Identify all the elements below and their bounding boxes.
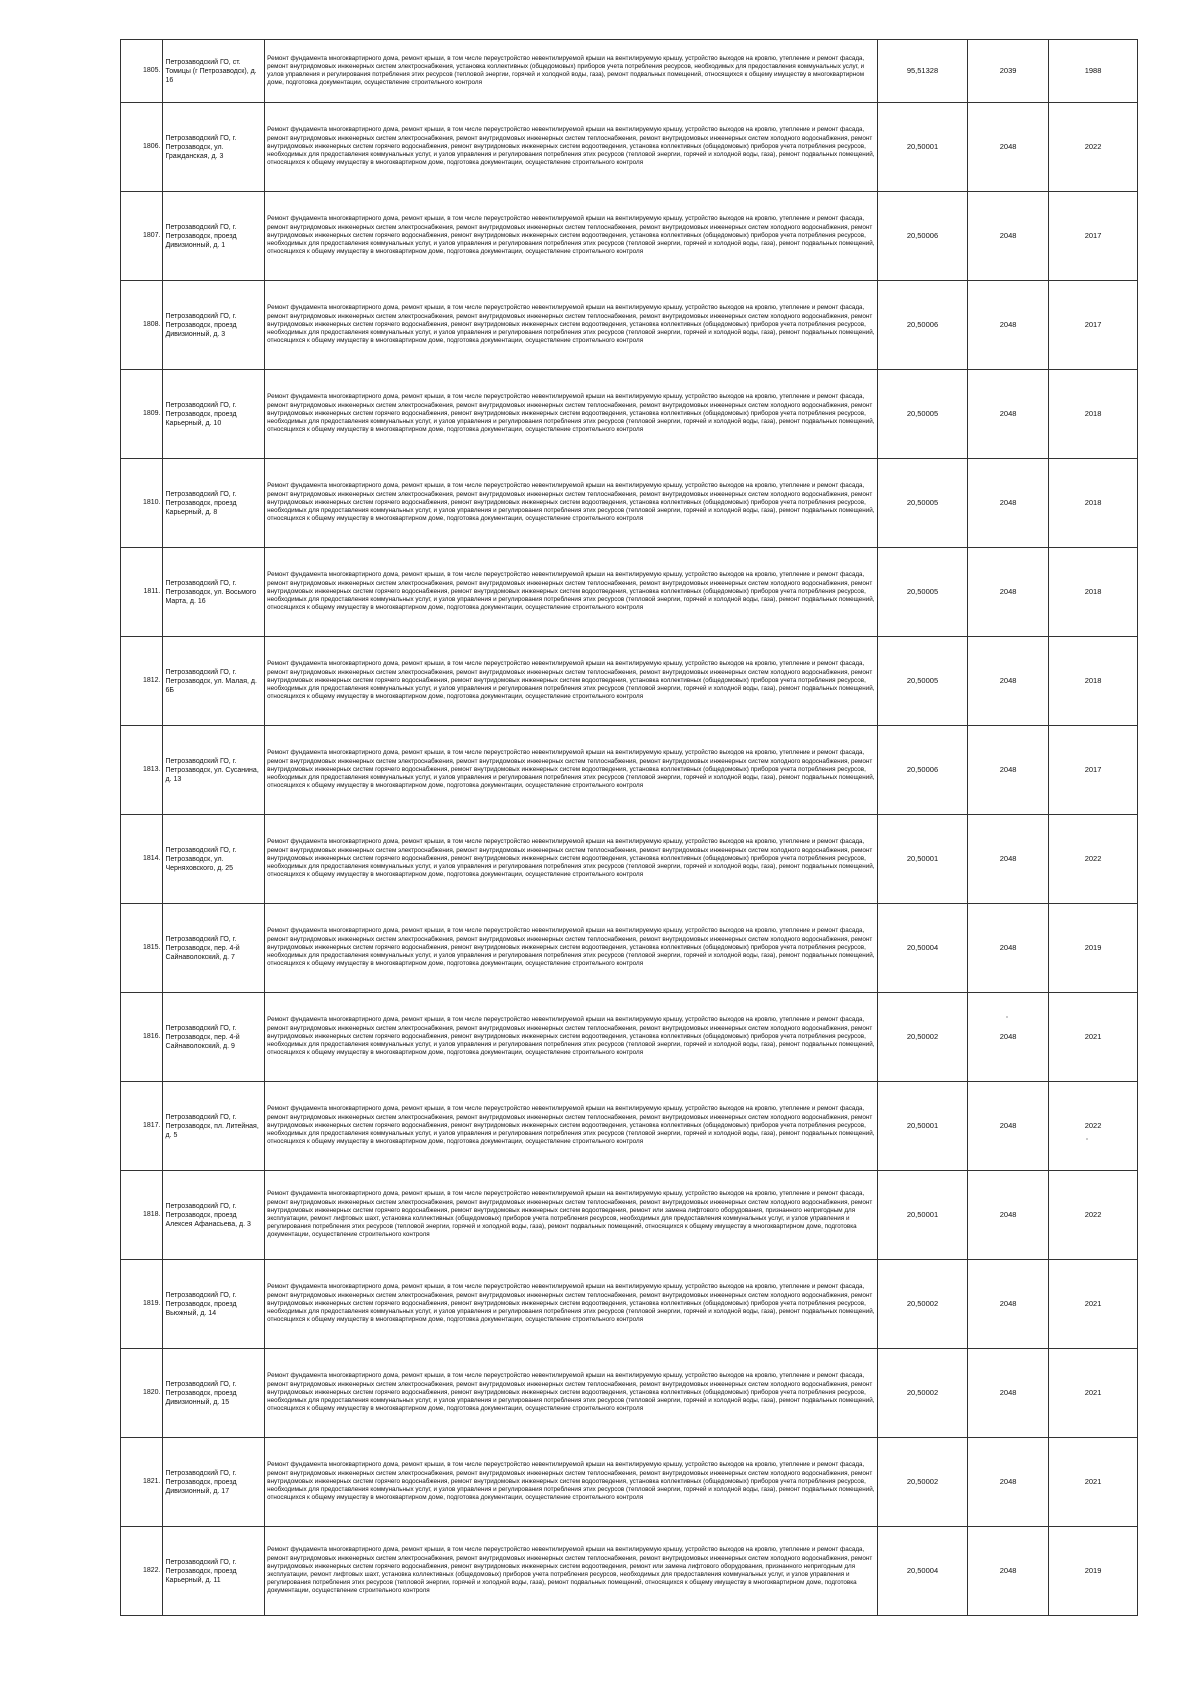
row-works-description: Ремонт фундамента многоквартирного дома, ремонт крыши, в том числе переустройство невентилируемой крыши на вентилируемую крышу, устройство выходов на кровлю, утепление и ремонт фасада, ремонт внутридомовых инженерных систем электроснабжения, ремонт внутридомовых инженерных систем теплоснабжения, ремонт внутридомовых инженерных систем холодного водоснабжения, ремонт внутридомовых инженерных систем горячего водоснабжения, ремонт внутридомовых инженерных систем водоотведения, установка коллективных (общедомовых) приборов учета потребления ресурсов, необходимых для предоставления коммунальных услуг, и узлов управления и регулирования потребления этих ресурсов (тепловой энергии, горячей и холодной воды, газа), ремонт подвальных помещений, относящихся к общему имуществу в многоквартирном доме, подготовка документации, осуществление строительного контроля	[265, 815, 878, 904]
table-row	[121, 637, 1138, 726]
row-works-description: Ремонт фундамента многоквартирного дома, ремонт крыши, в том числе переустройство невентилируемой крыши на вентилируемую крышу, устройство выходов на кровлю, утепление и ремонт фасада, ремонт внутридомовых инженерных систем электроснабжения, ремонт внутридомовых инженерных систем теплоснабжения, ремонт внутридомовых инженерных систем холодного водоснабжения, ремонт внутридомовых инженерных систем горячего водоснабжения, ремонт внутридомовых инженерных систем водоотведения, установка коллективных (общедомовых) приборов учета потребления ресурсов, необходимых для предоставления коммунальных услуг, и узлов управления и регулирования потребления этих ресурсов (тепловой энергии, горячей и холодной воды, газа), ремонт подвальных помещений, относящихся к общему имуществу в многоквартирном доме, подготовка документации, осуществление строительного контроля	[265, 993, 878, 1082]
row-works-description: Ремонт фундамента многоквартирного дома, ремонт крыши, в том числе переустройство невентилируемой крыши на вентилируемую крышу, устройство выходов на кровлю, утепление и ремонт фасада, ремонт внутридомовых инженерных систем электроснабжения, ремонт внутридомовых инженерных систем теплоснабжения, ремонт внутридомовых инженерных систем холодного водоснабжения, ремонт внутридомовых инженерных систем горячего водоснабжения, ремонт внутридомовых инженерных систем водоотведения, установка коллективных (общедомовых) приборов учета потребления ресурсов, необходимых для предоставления коммунальных услуг, и узлов управления и регулирования потребления этих ресурсов (тепловой энергии, горячей и холодной воды, газа), ремонт подвальных помещений, относящихся к общему имуществу в многоквартирном доме, подготовка документации, осуществление строительного контроля	[265, 370, 878, 459]
row-cost: 20,50006	[877, 726, 967, 815]
row-year-b: 2017	[1049, 192, 1138, 281]
table-row	[121, 1349, 1138, 1438]
row-address: Петрозаводский ГО, г. Петрозаводск, ул. Малая, д. 6Б	[163, 637, 265, 726]
row-year-b: 2018	[1049, 548, 1138, 637]
row-number: 1817.	[121, 1082, 163, 1171]
row-address: Петрозаводский ГО, г. Петрозаводск, проезд Карьерный, д. 10	[163, 370, 265, 459]
row-year-a: 2048	[968, 1082, 1049, 1171]
row-year-b: 2022	[1049, 1171, 1138, 1260]
row-cost: 20,50005	[877, 370, 967, 459]
row-number: 1822.	[121, 1527, 163, 1616]
row-year-b: 2018	[1049, 370, 1138, 459]
row-address: Петрозаводский ГО, г. Петрозаводск, пер. 4-й Сайнаволокский, д. 9	[163, 993, 265, 1082]
row-year-b: 2021	[1049, 1260, 1138, 1349]
row-address: Петрозаводский ГО, г. Петрозаводск, проезд Дивизионный, д. 17	[163, 1438, 265, 1527]
row-address: Петрозаводский ГО, г. Петрозаводск, ул. Сусанина, д. 13	[163, 726, 265, 815]
row-works-description: Ремонт фундамента многоквартирного дома, ремонт крыши, в том числе переустройство невентилируемой крыши на вентилируемую крышу, устройство выходов на кровлю, утепление и ремонт фасада, ремонт внутридомовых инженерных систем электроснабжения, ремонт внутридомовых инженерных систем теплоснабжения, ремонт внутридомовых инженерных систем холодного водоснабжения, ремонт внутридомовых инженерных систем горячего водоснабжения, ремонт внутридомовых инженерных систем водоотведения, установка коллективных (общедомовых) приборов учета потребления ресурсов, необходимых для предоставления коммунальных услуг, и узлов управления и регулирования потребления этих ресурсов (тепловой энергии, горячей и холодной воды, газа), ремонт подвальных помещений, относящихся к общему имуществу в многоквартирном доме, подготовка документации, осуществление строительного контроля	[265, 548, 878, 637]
table-row	[121, 192, 1138, 281]
row-year-a: 2048	[968, 281, 1049, 370]
row-year-b: 2021	[1049, 1438, 1138, 1527]
row-year-a: 2048	[968, 370, 1049, 459]
table-row	[121, 1527, 1138, 1616]
row-year-b: 2019	[1049, 904, 1138, 993]
row-cost: 20,50005	[877, 548, 967, 637]
table-row	[121, 726, 1138, 815]
row-year-a: 2048	[968, 1527, 1049, 1616]
repair-program-table	[120, 39, 1138, 1616]
row-cost: 20,50002	[877, 1438, 967, 1527]
table-row	[121, 1171, 1138, 1260]
row-address: Петрозаводский ГО, г. Петрозаводск, проезд Карьерный, д. 11	[163, 1527, 265, 1616]
row-year-a: 2048	[968, 548, 1049, 637]
row-cost: 20,50002	[877, 1349, 967, 1438]
row-number: 1807.	[121, 192, 163, 281]
row-works-description: Ремонт фундамента многоквартирного дома, ремонт крыши, в том числе переустройство невентилируемой крыши на вентилируемую крышу, устройство выходов на кровлю, утепление и ремонт фасада, ремонт внутридомовых инженерных систем электроснабжения, ремонт внутридомовых инженерных систем теплоснабжения, ремонт внутридомовых инженерных систем холодного водоснабжения, ремонт внутридомовых инженерных систем горячего водоснабжения, ремонт внутридомовых инженерных систем водоотведения, ремонт или замена лифтового оборудования, признанного непригодным для эксплуатации, ремонт лифтовых шахт, установка коллективных (общедомовых) приборов учета потребления ресурсов, необходимых для предоставления коммунальных услуг, и узлов управления и регулирования потребления этих ресурсов (тепловой энергии, горячей и холодной воды, газа), ремонт подвальных помещений, относящихся к общему имуществу в многоквартирном доме, подготовка документации, осуществление строительного контроля	[265, 1171, 878, 1260]
row-works-description: Ремонт фундамента многоквартирного дома, ремонт крыши, в том числе переустройство невентилируемой крыши на вентилируемую крышу, устройство выходов на кровлю, утепление и ремонт фасада, ремонт внутридомовых инженерных систем электроснабжения, ремонт внутридомовых инженерных систем теплоснабжения, ремонт внутридомовых инженерных систем холодного водоснабжения, ремонт внутридомовых инженерных систем горячего водоснабжения, ремонт внутридомовых инженерных систем водоотведения, установка коллективных (общедомовых) приборов учета потребления ресурсов, необходимых для предоставления коммунальных услуг, и узлов управления и регулирования потребления этих ресурсов (тепловой энергии, горячей и холодной воды, газа), ремонт подвальных помещений, относящихся к общему имуществу в многоквартирном доме, подготовка документации, осуществление строительного контроля	[265, 1438, 878, 1527]
row-year-a: 2048	[968, 1260, 1049, 1349]
row-year-b: 2017	[1049, 281, 1138, 370]
row-year-b: 2022	[1049, 815, 1138, 904]
row-address: Петрозаводский ГО, г. Петрозаводск, проезд Вьюжный, д. 14	[163, 1260, 265, 1349]
row-works-description: Ремонт фундамента многоквартирного дома, ремонт крыши, в том числе переустройство невентилируемой крыши на вентилируемую крышу, устройство выходов на кровлю, утепление и ремонт фасада, ремонт внутридомовых инженерных систем электроснабжения, ремонт внутридомовых инженерных систем теплоснабжения, ремонт внутридомовых инженерных систем холодного водоснабжения, ремонт внутридомовых инженерных систем горячего водоснабжения, ремонт внутридомовых инженерных систем водоотведения, установка коллективных (общедомовых) приборов учета потребления ресурсов, необходимых для предоставления коммунальных услуг, и узлов управления и регулирования потребления этих ресурсов (тепловой энергии, горячей и холодной воды, газа), ремонт подвальных помещений, относящихся к общему имуществу в многоквартирном доме, подготовка документации, осуществление строительного контроля	[265, 1349, 878, 1438]
scan-speck	[1006, 1016, 1008, 1018]
row-number: 1806.	[121, 103, 163, 192]
row-address: Петрозаводский ГО, г. Петрозаводск, ул. Черняховского, д. 25	[163, 815, 265, 904]
row-cost: 20,50004	[877, 1527, 967, 1616]
row-cost: 20,50001	[877, 815, 967, 904]
row-works-description: Ремонт фундамента многоквартирного дома, ремонт крыши, в том числе переустройство невентилируемой крыши на вентилируемую крышу, устройство выходов на кровлю, утепление и ремонт фасада, ремонт внутридомовых инженерных систем электроснабжения, ремонт внутридомовых инженерных систем теплоснабжения, ремонт внутридомовых инженерных систем холодного водоснабжения, ремонт внутридомовых инженерных систем горячего водоснабжения, ремонт внутридомовых инженерных систем водоотведения, установка коллективных (общедомовых) приборов учета потребления ресурсов, необходимых для предоставления коммунальных услуг, и узлов управления и регулирования потребления этих ресурсов (тепловой энергии, горячей и холодной воды, газа), ремонт подвальных помещений, относящихся к общему имуществу в многоквартирном доме, подготовка документации, осуществление строительного контроля	[265, 1260, 878, 1349]
row-address: Петрозаводский ГО, г. Петрозаводск, проезд Дивизионный, д. 1	[163, 192, 265, 281]
row-cost: 20,50006	[877, 281, 967, 370]
row-year-a: 2048	[968, 192, 1049, 281]
row-address: Петрозаводский ГО, г. Петрозаводск, проезд Алексея Афанасьева, д. 3	[163, 1171, 265, 1260]
row-address: Петрозаводский ГО, г. Петрозаводск, ул. Гражданская, д. 3	[163, 103, 265, 192]
table-row	[121, 459, 1138, 548]
row-works-description: Ремонт фундамента многоквартирного дома, ремонт крыши, в том числе переустройство невентилируемой крыши на вентилируемую крышу, устройство выходов на кровлю, утепление и ремонт фасада, ремонт внутридомовых инженерных систем электроснабжения, ремонт внутридомовых инженерных систем теплоснабжения, ремонт внутридомовых инженерных систем холодного водоснабжения, ремонт внутридомовых инженерных систем горячего водоснабжения, ремонт внутридомовых инженерных систем водоотведения, установка коллективных (общедомовых) приборов учета потребления ресурсов, необходимых для предоставления коммунальных услуг, и узлов управления и регулирования потребления этих ресурсов (тепловой энергии, горячей и холодной воды, газа), ремонт подвальных помещений, относящихся к общему имуществу в многоквартирном доме, подготовка документации, осуществление строительного контроля	[265, 904, 878, 993]
row-year-a: 2048	[968, 1171, 1049, 1260]
row-address: Петрозаводский ГО, г. Петрозаводск, проезд Карьерный, д. 8	[163, 459, 265, 548]
row-year-b: 2017	[1049, 726, 1138, 815]
row-year-a: 2048	[968, 1438, 1049, 1527]
table-row	[121, 370, 1138, 459]
row-year-a: 2048	[968, 637, 1049, 726]
row-cost: 20,50006	[877, 192, 967, 281]
row-year-a: 2048	[968, 1349, 1049, 1438]
row-works-description: Ремонт фундамента многоквартирного дома, ремонт крыши, в том числе переустройство невентилируемой крыши на вентилируемую крышу, устройство выходов на кровлю, утепление и ремонт фасада, ремонт внутридомовых инженерных систем электроснабжения, ремонт внутридомовых инженерных систем теплоснабжения, ремонт внутридомовых инженерных систем холодного водоснабжения, ремонт внутридомовых инженерных систем горячего водоснабжения, ремонт внутридомовых инженерных систем водоотведения, установка коллективных (общедомовых) приборов учета потребления ресурсов, необходимых для предоставления коммунальных услуг, и узлов управления и регулирования потребления этих ресурсов (тепловой энергии, горячей и холодной воды, газа), ремонт подвальных помещений, относящихся к общему имуществу в многоквартирном доме, подготовка документации, осуществление строительного контроля	[265, 459, 878, 548]
table-row	[121, 103, 1138, 192]
row-year-a: 2048	[968, 459, 1049, 548]
row-year-a: 2048	[968, 726, 1049, 815]
table-row	[121, 1260, 1138, 1349]
row-cost: 20,50004	[877, 904, 967, 993]
table-row	[121, 281, 1138, 370]
table-row	[121, 993, 1138, 1082]
row-works-description: Ремонт фундамента многоквартирного дома, ремонт крыши, в том числе переустройство невентилируемой крыши на вентилируемую крышу, устройство выходов на кровлю, утепление и ремонт фасада, ремонт внутридомовых инженерных систем электроснабжения, ремонт внутридомовых инженерных систем теплоснабжения, ремонт внутридомовых инженерных систем холодного водоснабжения, ремонт внутридомовых инженерных систем горячего водоснабжения, ремонт внутридомовых инженерных систем водоотведения, установка коллективных (общедомовых) приборов учета потребления ресурсов, необходимых для предоставления коммунальных услуг, и узлов управления и регулирования потребления этих ресурсов (тепловой энергии, горячей и холодной воды, газа), ремонт подвальных помещений, относящихся к общему имуществу в многоквартирном доме, подготовка документации, осуществление строительного контроля	[265, 1082, 878, 1171]
row-cost: 20,50001	[877, 1171, 967, 1260]
row-number: 1809.	[121, 370, 163, 459]
row-cost: 20,50002	[877, 993, 967, 1082]
table-row	[121, 548, 1138, 637]
row-number: 1805.	[121, 40, 163, 103]
row-works-description: Ремонт фундамента многоквартирного дома, ремонт крыши, в том числе переустройство невентилируемой крыши на вентилируемую крышу, устройство выходов на кровлю, утепление и ремонт фасада, ремонт внутридомовых инженерных систем электроснабжения, ремонт внутридомовых инженерных систем теплоснабжения, ремонт внутридомовых инженерных систем холодного водоснабжения, ремонт внутридомовых инженерных систем горячего водоснабжения, ремонт внутридомовых инженерных систем водоотведения, установка коллективных (общедомовых) приборов учета потребления ресурсов, необходимых для предоставления коммунальных услуг, и узлов управления и регулирования потребления этих ресурсов (тепловой энергии, горячей и холодной воды, газа), ремонт подвальных помещений, относящихся к общему имуществу в многоквартирном доме, подготовка документации, осуществление строительного контроля	[265, 103, 878, 192]
row-number: 1811.	[121, 548, 163, 637]
row-year-b: 2022	[1049, 1082, 1138, 1171]
row-cost: 20,50001	[877, 1082, 967, 1171]
table-row	[121, 40, 1138, 103]
row-number: 1818.	[121, 1171, 163, 1260]
row-year-a: 2048	[968, 815, 1049, 904]
row-number: 1808.	[121, 281, 163, 370]
row-works-description: Ремонт фундамента многоквартирного дома, ремонт крыши, в том числе переустройство невентилируемой крыши на вентилируемую крышу, устройство выходов на кровлю, утепление и ремонт фасада, ремонт внутридомовых инженерных систем электроснабжения, ремонт внутридомовых инженерных систем теплоснабжения, ремонт внутридомовых инженерных систем холодного водоснабжения, ремонт внутридомовых инженерных систем горячего водоснабжения, ремонт внутридомовых инженерных систем водоотведения, установка коллективных (общедомовых) приборов учета потребления ресурсов, необходимых для предоставления коммунальных услуг, и узлов управления и регулирования потребления этих ресурсов (тепловой энергии, горячей и холодной воды, газа), ремонт подвальных помещений, относящихся к общему имуществу в многоквартирном доме, подготовка документации, осуществление строительного контроля	[265, 637, 878, 726]
row-cost: 20,50001	[877, 103, 967, 192]
row-address: Петрозаводский ГО, г. Петрозаводск, пер. 4-й Сайнаволокский, д. 7	[163, 904, 265, 993]
row-address: Петрозаводский ГО, г. Петрозаводск, пл. Литейная, д. 5	[163, 1082, 265, 1171]
row-works-description: Ремонт фундамента многоквартирного дома, ремонт крыши, в том числе переустройство невентилируемой крыши на вентилируемую крышу, устройство выходов на кровлю, утепление и ремонт фасада, ремонт внутридомовых инженерных систем электроснабжения, ремонт внутридомовых инженерных систем теплоснабжения, ремонт внутридомовых инженерных систем холодного водоснабжения, ремонт внутридомовых инженерных систем горячего водоснабжения, ремонт внутридомовых инженерных систем водоотведения, установка коллективных (общедомовых) приборов учета потребления ресурсов, необходимых для предоставления коммунальных услуг, и узлов управления и регулирования потребления этих ресурсов (тепловой энергии, горячей и холодной воды, газа), ремонт подвальных помещений, относящихся к общему имуществу в многоквартирном доме, подготовка документации, осуществление строительного контроля	[265, 281, 878, 370]
row-year-a: 2048	[968, 993, 1049, 1082]
row-cost: 20,50002	[877, 1260, 967, 1349]
row-address: Петрозаводский ГО, ст. Томицы (г Петрозаводск), д. 16	[163, 40, 265, 103]
row-cost: 20,50005	[877, 637, 967, 726]
row-year-a: 2048	[968, 904, 1049, 993]
table-body	[121, 40, 1138, 1616]
row-address: Петрозаводский ГО, г. Петрозаводск, проезд Дивизионный, д. 3	[163, 281, 265, 370]
table-row	[121, 1438, 1138, 1527]
row-year-b: 2022	[1049, 103, 1138, 192]
row-number: 1816.	[121, 993, 163, 1082]
row-year-b: 1988	[1049, 40, 1138, 103]
row-number: 1820.	[121, 1349, 163, 1438]
row-number: 1815.	[121, 904, 163, 993]
row-year-b: 2019	[1049, 1527, 1138, 1616]
row-works-description: Ремонт фундамента многоквартирного дома, ремонт крыши, в том числе переустройство невентилируемой крыши на вентилируемую крышу, устройство выходов на кровлю, утепление и ремонт фасада, ремонт внутридомовых инженерных систем электроснабжения, ремонт внутридомовых инженерных систем теплоснабжения, ремонт внутридомовых инженерных систем холодного водоснабжения, ремонт внутридомовых инженерных систем горячего водоснабжения, ремонт внутридомовых инженерных систем водоотведения, установка коллективных (общедомовых) приборов учета потребления ресурсов, необходимых для предоставления коммунальных услуг, и узлов управления и регулирования потребления этих ресурсов (тепловой энергии, горячей и холодной воды, газа), ремонт подвальных помещений, относящихся к общему имуществу в многоквартирном доме, подготовка документации, осуществление строительного контроля	[265, 726, 878, 815]
table-row	[121, 815, 1138, 904]
row-year-a: 2039	[968, 40, 1049, 103]
row-works-description: Ремонт фундамента многоквартирного дома, ремонт крыши, в том числе переустройство невентилируемой крыши на вентилируемую крышу, устройство выходов на кровлю, утепление и ремонт фасада, ремонт внутридомовых инженерных систем электроснабжения, ремонт внутридомовых инженерных систем теплоснабжения, ремонт внутридомовых инженерных систем холодного водоснабжения, ремонт внутридомовых инженерных систем горячего водоснабжения, ремонт внутридомовых инженерных систем водоотведения, ремонт или замена лифтового оборудования, признанного непригодным для эксплуатации, ремонт лифтовых шахт, установка коллективных (общедомовых) приборов учета потребления ресурсов, необходимых для предоставления коммунальных услуг, и узлов управления и регулирования потребления этих ресурсов (тепловой энергии, горячей и холодной воды, газа), ремонт подвальных помещений, относящихся к общему имуществу в многоквартирном доме, подготовка документации, осуществление строительного контроля	[265, 1527, 878, 1616]
row-number: 1821.	[121, 1438, 163, 1527]
row-cost: 20,50005	[877, 459, 967, 548]
scan-speck	[1086, 1138, 1088, 1140]
row-year-b: 2021	[1049, 993, 1138, 1082]
table-row	[121, 1082, 1138, 1171]
row-number: 1814.	[121, 815, 163, 904]
row-number: 1819.	[121, 1260, 163, 1349]
row-year-b: 2018	[1049, 459, 1138, 548]
table-row	[121, 904, 1138, 993]
row-year-a: 2048	[968, 103, 1049, 192]
row-address: Петрозаводский ГО, г. Петрозаводск, ул. Восьмого Марта, д. 16	[163, 548, 265, 637]
row-cost: 95,51328	[877, 40, 967, 103]
row-year-b: 2018	[1049, 637, 1138, 726]
row-number: 1810.	[121, 459, 163, 548]
row-year-b: 2021	[1049, 1349, 1138, 1438]
row-works-description: Ремонт фундамента многоквартирного дома, ремонт крыши, в том числе переустройство невентилируемой крыши на вентилируемую крышу, устройство выходов на кровлю, утепление и ремонт фасада, ремонт внутридомовых инженерных систем электроснабжения, установка коллективных (общедомовых) приборов учета потребления ресурсов, необходимых для предоставления коммунальных услуг, и узлов управления и регулирования потребления этих ресурсов (тепловой энергии, горячей и холодной воды, газа), ремонт подвальных помещений, относящихся к общему имуществу в многоквартирном доме, подготовка документации, осуществление строительного контроля	[265, 40, 878, 103]
row-number: 1812.	[121, 637, 163, 726]
row-works-description: Ремонт фундамента многоквартирного дома, ремонт крыши, в том числе переустройство невентилируемой крыши на вентилируемую крышу, устройство выходов на кровлю, утепление и ремонт фасада, ремонт внутридомовых инженерных систем электроснабжения, ремонт внутридомовых инженерных систем теплоснабжения, ремонт внутридомовых инженерных систем холодного водоснабжения, ремонт внутридомовых инженерных систем горячего водоснабжения, ремонт внутридомовых инженерных систем водоотведения, установка коллективных (общедомовых) приборов учета потребления ресурсов, необходимых для предоставления коммунальных услуг, и узлов управления и регулирования потребления этих ресурсов (тепловой энергии, горячей и холодной воды, газа), ремонт подвальных помещений, относящихся к общему имуществу в многоквартирном доме, подготовка документации, осуществление строительного контроля	[265, 192, 878, 281]
row-number: 1813.	[121, 726, 163, 815]
row-address: Петрозаводский ГО, г. Петрозаводск, проезд Дивизионный, д. 15	[163, 1349, 265, 1438]
